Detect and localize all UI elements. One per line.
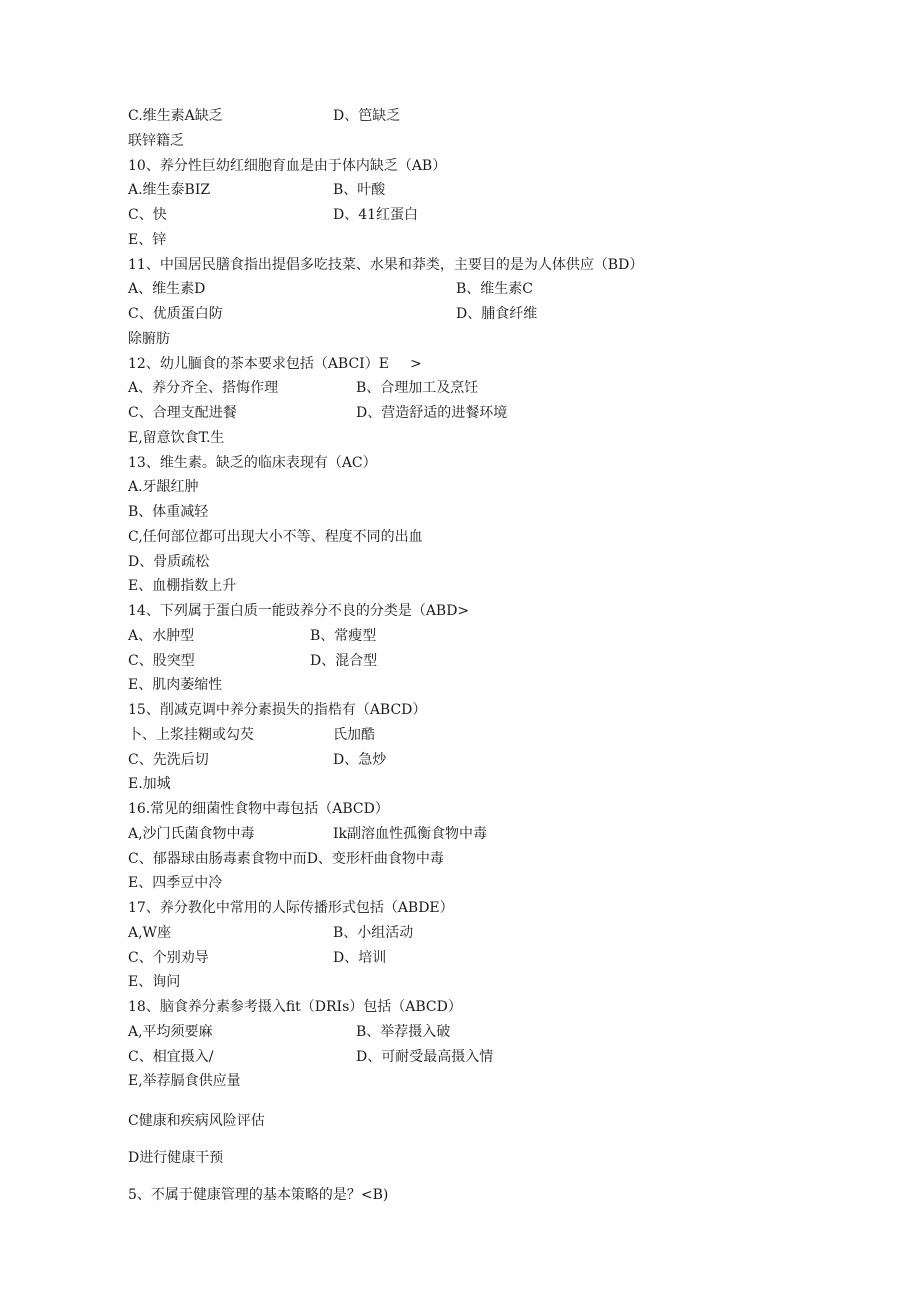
option-a: A,W座 [128,924,171,941]
text-line [128,327,828,352]
option-a: A,沙门氏菌食物中毒 [128,825,255,842]
option-c-d: C、郁器球由肠毒素食物中而D、变形杆曲食物中毒 [128,850,444,867]
text-line [128,1109,828,1134]
text-line [128,574,828,599]
option-e: 除腑肪 [128,330,170,347]
option-d: D、脯食纤维 [456,306,538,322]
option-a: A,平均须要麻 [128,1023,213,1040]
option-c: C,任何部位都可出现大小不等、程度不同的出血 [128,528,423,545]
question-18 [128,995,828,1020]
question-text: 11、中国居民膳食指出提倡多吃技菜、水果和莽类，主要目的是为人体供应（BD） [128,256,644,273]
question-5 [128,1183,828,1208]
text-line [128,847,828,872]
option-b: B、小组活动 [333,924,414,941]
question-text: 12、幼儿腼食的茶本要求包括（ABCI）E [128,355,389,372]
option-e: 联锌籍乏 [128,132,184,149]
option-b: B、叶酸 [333,182,386,199]
option-e: E、询问 [128,974,181,991]
text-line [128,228,828,253]
option-c: C、快 [128,207,167,223]
option-e: E、锌 [128,231,167,248]
option-a: A、维生素D [128,281,206,298]
text-line [128,822,828,847]
text-line [128,500,828,525]
option-c: C、个别劝导 [128,949,209,966]
question-12 [128,352,828,377]
option-d: D进行健康干预 [128,1149,224,1166]
question-11 [128,253,828,278]
option-b: B、常瘦型 [310,627,377,644]
option-e: E,留意饮食T.生 [128,429,225,446]
question-text: 13、维生素。缺乏的临床表现有（AC） [128,454,377,471]
option-c: C.维生素A缺乏 [128,108,223,124]
option-c: C、先洗后切 [128,751,209,768]
text-line [128,921,828,946]
question-text: 18、脑食养分素参考摄入fit（DRIs）包括（ABCD） [128,999,462,1015]
question-13 [128,451,828,476]
text-line [128,525,828,550]
text-line [128,1045,828,1070]
text-line [128,178,828,203]
text-line [128,104,828,129]
text-line [128,426,828,451]
option-c: C、合理支配进餐 [128,405,237,421]
option-d: D、营造舒适的进餐环境 [356,405,508,421]
text-line [128,970,828,995]
option-e: E、四季豆中冷 [128,875,223,892]
option-a: 卜、上浆挂糊或勾芡 [128,726,254,743]
text-line [128,550,828,575]
text-line [128,203,828,228]
option-d: D、可耐受最高摄入情 [356,1048,494,1065]
question-text: 17、养分教化中常用的人际传播形式包括（ABDE） [128,900,454,916]
question-text: 16.常见的细菌性食物中毒包括（ABCD） [128,801,389,817]
question-17 [128,896,828,921]
text-line [128,376,828,401]
option-a: A、养分齐全、搭悔作理 [128,380,279,397]
option-b: B、举荐摄入破 [356,1023,451,1040]
text-line [128,748,828,773]
option-c: C、优质蛋白防 [128,306,223,322]
option-d: D、急炒 [333,751,387,768]
option-d: D、笆缺乏 [333,108,401,124]
question-10 [128,154,828,179]
option-d: D、混合型 [310,652,378,669]
text-line [128,401,828,426]
question-text: 14、下列属于蛋白质一能豉养分不良的分类是（ABD> [128,603,470,619]
text-line [128,475,828,500]
text-line [128,946,828,971]
question-text: 15、削减克调中养分素损失的指梏有（ABCD） [128,702,427,718]
option-e: E、肌肉萎缩性 [128,677,223,694]
text-line [128,871,828,896]
option-b: 氏加酷 [333,726,375,743]
text-line [128,277,828,302]
document-page [128,104,828,1207]
text-line [128,1069,828,1094]
option-b: B、合理加工及烹饪 [356,380,479,397]
option-d: D、骨质疏松 [128,553,210,570]
option-a: A、水肿型 [128,627,195,644]
option-e: E,举荐膈食供应量 [128,1073,241,1090]
option-c: C、股突型 [128,652,195,669]
text-line [128,673,828,698]
question-15 [128,698,828,723]
question-16 [128,797,828,822]
option-d: D、培训 [333,949,387,966]
question-text: 5、不属于健康管理的基本策略的是？<B) [128,1186,389,1203]
question-text-tail: > [410,355,422,372]
text-line [128,772,828,797]
option-b: Ik副溶血性孤衡食物中毒 [333,825,488,842]
text-line [128,1020,828,1045]
text-line [128,1146,828,1171]
option-a: A.维生泰BIZ [128,182,211,199]
question-14 [128,599,828,624]
option-b: B、维生素C [456,281,533,298]
question-text: 10、养分性巨幼红细胞育血是由于体内缺乏（AB） [128,157,447,174]
text-line [128,649,828,674]
option-a: A.牙龈红肿 [128,479,199,496]
text-line [128,129,828,154]
option-d: D、41红蛋白 [333,207,419,223]
option-b: B、体重减轻 [128,504,209,520]
text-line [128,723,828,748]
text-line [128,302,828,327]
text-line [128,624,828,649]
option-e: E、血棚指数上升 [128,578,237,595]
option-c: C、相宜摄入/ [128,1048,214,1065]
option-e: E.加城 [128,776,171,793]
option-c: C健康和疾病风险评估 [128,1113,265,1129]
